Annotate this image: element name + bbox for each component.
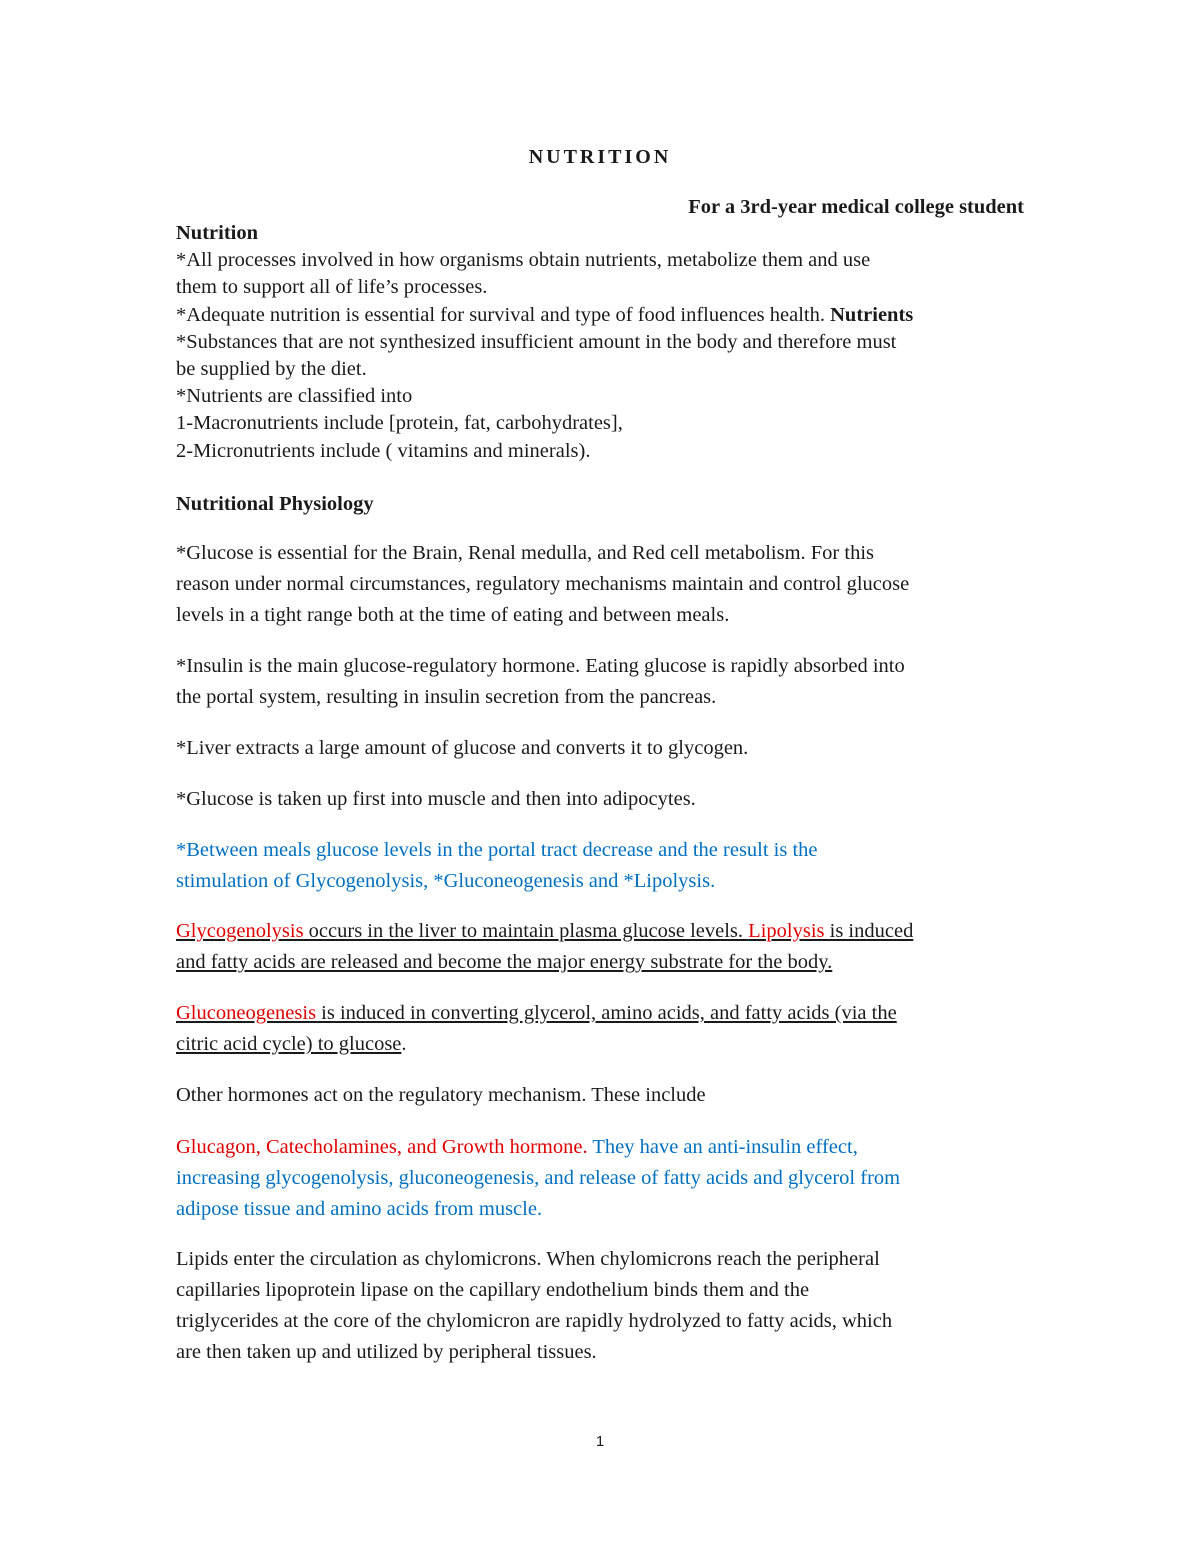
intro-line: *Nutrients are classified into	[176, 385, 413, 408]
text-line: Lipids enter the circulation as chylomicrons. When chylomicrons reach the peripheral	[176, 1248, 880, 1270]
text-line: *Glucose is taken up first into muscle and then into adipocytes.	[176, 788, 696, 810]
text-line: and fatty acids are released and become the major energy substrate for the body.	[176, 951, 833, 973]
text-span: is induced in converting glycerol, amino acids, and fatty acids (via the	[316, 1002, 897, 1024]
text-line	[176, 1132, 1036, 1163]
intro-heading: Nutrition	[176, 222, 258, 244]
intro-line: 2-Micronutrients include ( vitamins and minerals).	[176, 439, 591, 462]
text-line	[176, 998, 1036, 1029]
intro-line: them to support all of life’s processes.	[176, 276, 488, 299]
term-lipolysis: Lipolysis	[748, 920, 825, 942]
text-span: citric acid cycle) to glucose	[176, 1033, 402, 1055]
text-line: *Liver extracts a large amount of glucose and converts it to glycogen.	[176, 737, 749, 759]
text-line: the portal system, resulting in insulin secretion from the pancreas.	[176, 686, 717, 708]
text-line	[176, 1029, 1036, 1060]
term-glycogenolysis: Glycogenolysis	[176, 920, 304, 942]
paragraph-gluconeogenesis	[176, 998, 1036, 1060]
paragraph-glycogenolysis	[176, 916, 1036, 978]
paragraph-liver	[176, 733, 1036, 764]
intro-line: be supplied by the diet.	[176, 358, 367, 381]
anti-insulin-hormones: Glucagon, Catecholamines, and Growth hormone.	[176, 1136, 588, 1158]
term-gluconeogenesis: Gluconeogenesis	[176, 1002, 317, 1024]
intro-line: *Substances that are not synthesized insufficient amount in the body and therefore must	[176, 330, 897, 353]
intro-line	[176, 302, 1036, 329]
text-line: levels in a tight range both at the time of eating and between meals.	[176, 604, 730, 626]
paragraph-other-hormones	[176, 1080, 1036, 1111]
intro-line: *All processes involved in how organisms obtain nutrients, metabolize them and use	[176, 249, 871, 272]
document-subtitle: For a 3rd-year medical college student	[688, 196, 1024, 218]
paragraph-insulin	[176, 651, 1036, 713]
text-line: *Glucose is essential for the Brain, Renal medulla, and Red cell metabolism. For this	[176, 542, 874, 564]
text-line: *Insulin is the main glucose-regulatory hormone. Eating glucose is rapidly absorbed into	[176, 655, 905, 677]
intro-section	[176, 220, 1036, 465]
text-line: are then taken up and utilized by peripheral tissues.	[176, 1341, 597, 1363]
text-line: adipose tissue and amino acids from muscle.	[176, 1198, 543, 1220]
text-span: .	[401, 1033, 407, 1055]
text-line: Other hormones act on the regulatory mechanism. These include	[176, 1084, 706, 1106]
text-line: triglycerides at the core of the chylomicron are rapidly hydrolyzed to fatty acids, which	[176, 1310, 893, 1332]
text-line: reason under normal circumstances, regulatory mechanisms maintain and control glucose	[176, 573, 910, 595]
intro-text: *Adequate nutrition is essential for survival and type of food influences health.	[176, 303, 825, 326]
text-span: They have an anti-insulin effect,	[587, 1136, 858, 1158]
paragraph-lipids	[176, 1244, 1036, 1368]
intro-line: 1-Macronutrients include [protein, fat, carbohydrates],	[176, 412, 623, 435]
text-line: increasing glycogenolysis, gluconeogenesis, and release of fatty acids and glycerol from	[176, 1167, 901, 1189]
text-line: *Between meals glucose levels in the portal tract decrease and the result is the	[176, 839, 818, 861]
document-title: NUTRITION	[528, 146, 672, 168]
text-line: stimulation of Glycogenolysis, *Gluconeogenesis and *Lipolysis.	[176, 870, 716, 892]
nutrients-heading: Nutrients	[830, 303, 914, 326]
text-line: capillaries lipoprotein lipase on the capillary endothelium binds them and the	[176, 1279, 810, 1301]
paragraph-between-meals	[176, 835, 1036, 897]
paragraph-muscle	[176, 784, 1036, 815]
paragraph-glucose-essential	[176, 538, 1036, 631]
text-span: occurs in the liver to maintain plasma glucose levels.	[303, 920, 749, 942]
text-line	[176, 916, 1036, 947]
physiology-heading: Nutritional Physiology	[176, 493, 374, 515]
page-number: 1	[595, 1433, 605, 1450]
paragraph-anti-insulin	[176, 1132, 1036, 1225]
text-span: is induced	[824, 920, 914, 942]
